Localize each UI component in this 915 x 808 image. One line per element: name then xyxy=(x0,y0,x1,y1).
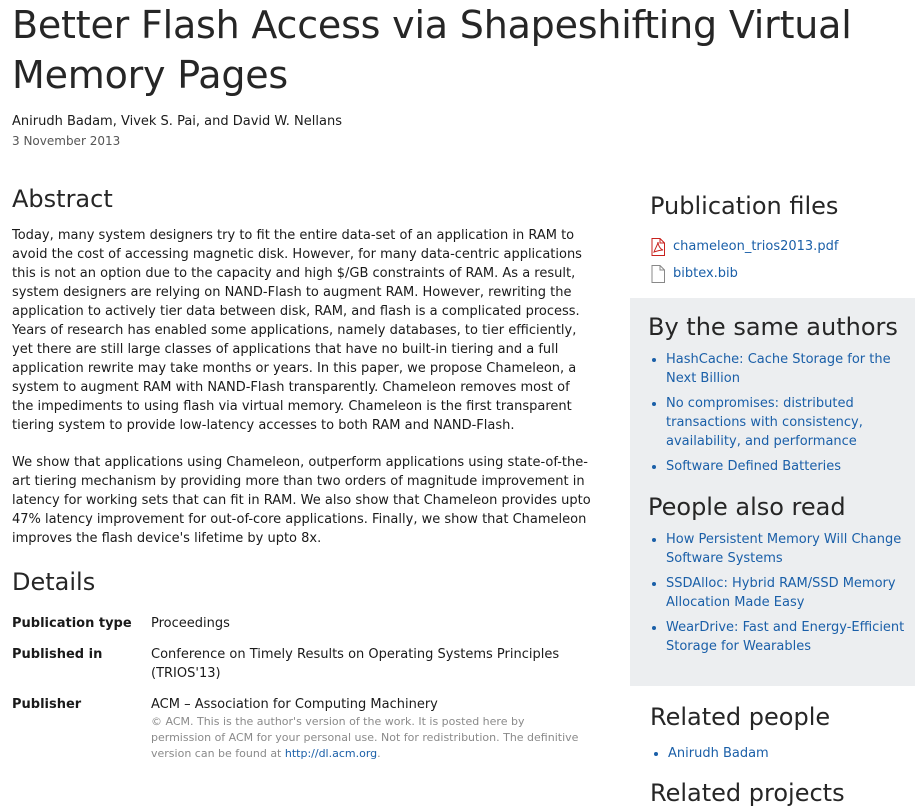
publication-files-heading: Publication files xyxy=(650,192,839,220)
page-title: Better Flash Access via Shapeshifting Virtual Memory Pages xyxy=(12,3,852,97)
publisher-value: ACM – Association for Computing Machinery xyxy=(151,697,438,712)
authors: Anirudh Badam, Vivek S. Pai, and David W. Nellans xyxy=(12,114,342,129)
list-item[interactable] xyxy=(666,530,910,568)
abstract-paragraph-2: We show that applications using Chameleon, outperform applications using state-of-the-art tiering mechanism by providing more than two orders of magnitude improvement in latency for working sets that can fit in RAM. We also show that Chameleon provides upto 47% latency improvement for out-of-core applications. Finally, we show that Chameleon improves the flash device's lifetime by upto 8x. xyxy=(12,455,591,546)
published-in-label: Published in xyxy=(12,647,103,662)
also-read-link-2[interactable]: SSDAlloc: Hybrid RAM/SSD Memory Allocation Made Easy xyxy=(666,576,896,610)
also-read-link-3[interactable]: WearDrive: Fast and Energy-Efficient Storage for Wearables xyxy=(666,620,905,654)
list-item[interactable] xyxy=(666,457,910,476)
list-item[interactable] xyxy=(668,744,912,763)
publication-type-value: Proceedings xyxy=(151,616,230,631)
related-person-link-1[interactable]: Anirudh Badam xyxy=(668,746,769,761)
details-heading: Details xyxy=(12,568,96,596)
people-also-read-heading: People also read xyxy=(648,493,846,521)
file-icon xyxy=(650,265,666,283)
details-table xyxy=(12,614,592,774)
publisher-value-block xyxy=(151,695,581,762)
list-item[interactable] xyxy=(666,574,910,612)
same-authors-heading: By the same authors xyxy=(648,313,898,341)
details-row-published-in xyxy=(12,645,592,683)
file-item-pdf[interactable] xyxy=(650,233,838,260)
file-item-bib[interactable] xyxy=(650,260,838,287)
publication-date: 3 November 2013 xyxy=(12,134,121,148)
details-row-publisher xyxy=(12,695,592,762)
file-link-bib[interactable]: bibtex.bib xyxy=(673,266,738,281)
file-link-pdf[interactable]: chameleon_trios2013.pdf xyxy=(673,239,839,254)
copyright-end: . xyxy=(377,747,381,760)
related-people-list xyxy=(632,744,912,769)
publisher-label: Publisher xyxy=(12,697,82,712)
copyright-text: © ACM. This is the author's version of the work. It is posted here by permission of ACM for your personal use. Not for redistribution. The definitive version can be found at xyxy=(151,715,579,760)
also-read-link-1[interactable]: How Persistent Memory Will Change Software Systems xyxy=(666,532,902,566)
related-people-heading: Related people xyxy=(650,703,831,731)
same-authors-link-2[interactable]: No compromises: distributed transactions with consistency, availability, and performance xyxy=(666,396,863,449)
list-item[interactable] xyxy=(666,394,910,451)
copyright-notice xyxy=(151,714,581,762)
details-row-publication-type xyxy=(12,614,592,633)
abstract-paragraph-1: Today, many system designers try to fit the entire data-set of an application in RAM to avoid the cost of accessing magnetic disk. However, for many data-centric applications this is not an option due to the capacity and high $/GB constraints of RAM. As a result, system designers are relying on NAND-Flash to augment RAM. However, rewriting the application to actively tier data between disk, RAM, and flash is a complicated process. Years of research has enabled some applications, namely databases, to tier efficiently, yet there are still large classes of applications that have no built-in tiering and a full application rewrite may take months or years. In this paper, we propose Chameleon, a system to augment RAM with NAND-Flash transparently. Chameleon removes most of the impediments to using flash via virtual memory. Chameleon is the first transparent tiering system to provide low-latency accesses to both RAM and NAND-Flash. xyxy=(12,228,582,433)
same-authors-list xyxy=(630,350,910,476)
sidebar-related-box xyxy=(630,298,915,686)
same-authors-link-3[interactable]: Software Defined Batteries xyxy=(666,459,842,474)
published-in-value: Conference on Timely Results on Operating Systems Principles (TRIOS'13) xyxy=(151,647,560,681)
people-also-read-list xyxy=(630,530,910,656)
publication-files-list xyxy=(650,233,838,287)
abstract-heading: Abstract xyxy=(12,185,113,213)
acm-dl-link[interactable]: http://dl.acm.org xyxy=(284,747,378,760)
list-item[interactable] xyxy=(666,350,910,388)
abstract-body xyxy=(12,226,592,566)
same-authors-link-1[interactable]: HashCache: Cache Storage for the Next Billion xyxy=(666,352,891,386)
list-item[interactable] xyxy=(666,618,910,656)
pdf-file-icon xyxy=(650,238,666,256)
related-projects-heading: Related projects xyxy=(650,779,845,807)
publication-type-label: Publication type xyxy=(12,616,132,631)
